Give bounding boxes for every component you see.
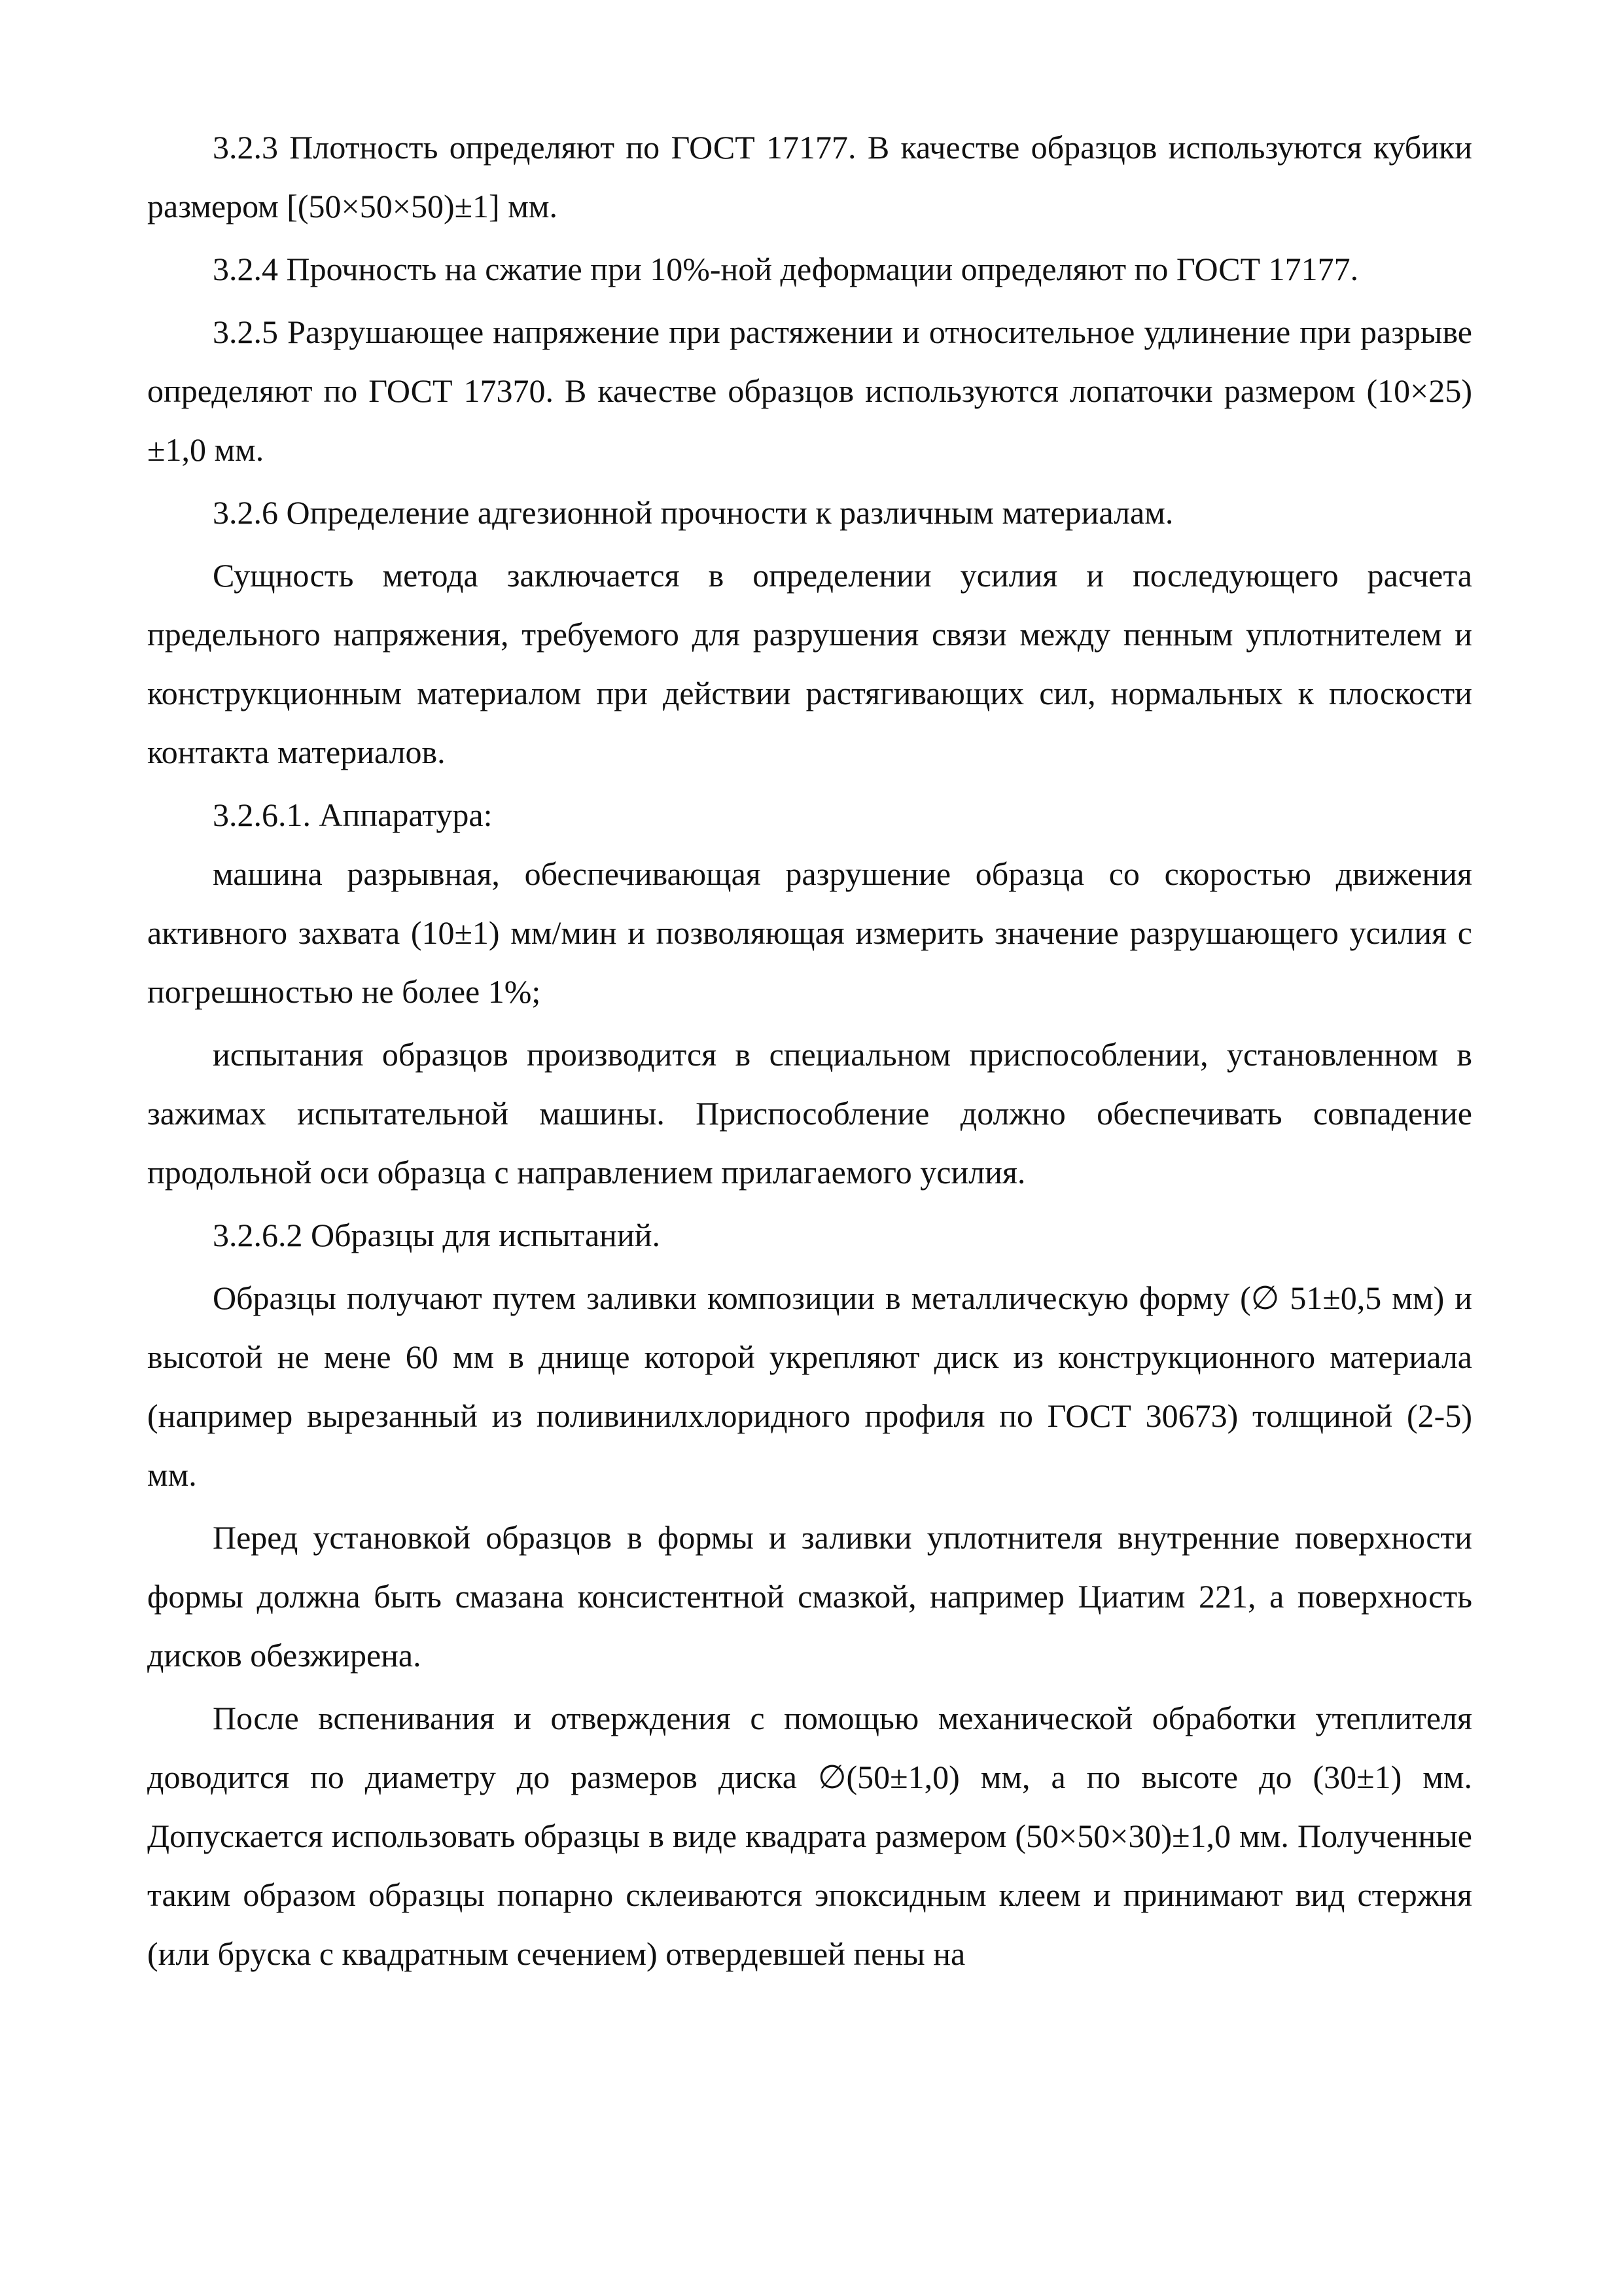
paragraph-3-2-3: 3.2.3 Плотность определяют по ГОСТ 17177. В качестве образцов используются кубики размером [(50×50×50)±1] мм. — [147, 129, 1472, 224]
paragraph-3-2-6: 3.2.6 Определение адгезионной прочности к различным материалам. — [213, 494, 1174, 531]
paragraph-testing: испытания образцов производится в специальном приспособлении, установленном в зажимах испытательной машины. Приспособление должно обеспечивать совпадение продольной оси образца с направлением прилагаемого усилия. — [147, 1036, 1472, 1191]
paragraph-3-2-5: 3.2.5 Разрушающее напряжение при растяжении и относительное удлинение при разрыве определяют по ГОСТ 17370. В качестве образцов используются лопаточки размером (10×25) ±1,0 мм. — [147, 314, 1472, 468]
paragraph-3-2-6-2: 3.2.6.2 Образцы для испытаний. — [213, 1217, 660, 1253]
paragraph-before-installation: Перед установкой образцов в формы и заливки уплотнителя внутренние поверхности формы должна быть смазана консистентной смазкой, например Циатим 221, а поверхность дисков обезжирена. — [147, 1519, 1472, 1674]
paragraph-machine: машина разрывная, обеспечивающая разрушение образца со скоростью движения активного захвата (10±1) мм/мин и позволяющая измерить значение разрушающего усилия с погрешностью не более 1%; — [147, 855, 1472, 1010]
document-page — [147, 118, 1472, 1983]
paragraph-3-2-4: 3.2.4 Прочность на сжатие при 10%-ной деформации определяют по ГОСТ 17177. — [213, 251, 1359, 287]
paragraph-samples: Образцы получают путем заливки композиции в металлическую форму (∅ 51±0,5 мм) и высотой не мене 60 мм в днище которой укрепляют диск из конструкционного материала (например вырезанный из поливинилхлоридного профиля по ГОСТ 30673) толщиной (2-5) мм. — [147, 1280, 1472, 1493]
paragraph-3-2-6-1: 3.2.6.1. Аппаратура: — [213, 797, 493, 833]
paragraph-method-essence: Сущность метода заключается в определении усилия и последующего расчета предельного напряжения, требуемого для разрушения связи между пенным уплотнителем и конструкционным материалом при действии растягивающих сил, нормальных к плоскости контакта материалов. — [147, 557, 1472, 770]
paragraph-after-foaming: После вспенивания и отверждения с помощью механической обработки утеплителя доводится по диаметру до размеров диска ∅(50±1,0) мм, а по высоте до (30±1) мм. Допускается использовать образцы в виде квадрата размером (50×50×30)±1,0 мм. Полученные таким образом образцы попарно склеиваются эпоксидным клеем и принимают вид стержня (или бруска с квадратным сечением) отвердевшей пены на — [147, 1700, 1472, 1972]
